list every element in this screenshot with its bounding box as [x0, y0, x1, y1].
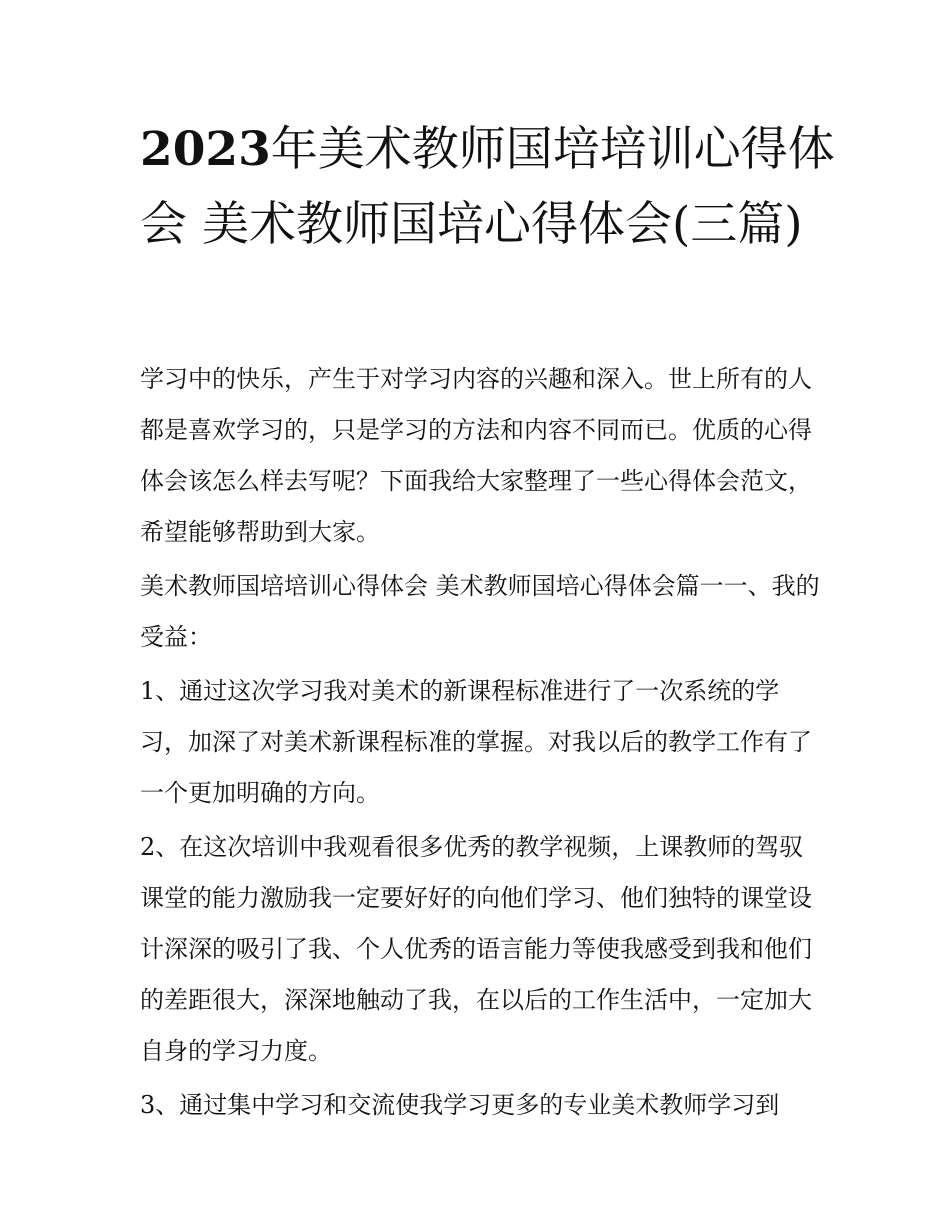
intro-paragraph: 学习中的快乐，产生于对学习内容的兴趣和深入。世上所有的人都是喜欢学习的，只是学习的方法和内容不同而已。优质的心得体会该怎么样去写呢？下面我给大家整理了一些心得体会范文，希望能够帮助到大家。: [140, 365, 812, 546]
section-heading-paragraph: 美术教师国培培训心得体会 美术教师国培心得体会篇一一、我的受益：: [140, 572, 820, 651]
document-body: [140, 354, 820, 1134]
point-2-paragraph: 2、在这次培训中我观看很多优秀的教学视频，上课教师的驾驭课堂的能力激励我一定要好好的向他们学习、他们独特的课堂设计深深的吸引了我、个人优秀的语言能力等使我感受到我和他们的差距很大，深深地触动了我，在以后的工作生活中，一定加大自身的学习力度。: [140, 833, 812, 1065]
document-title: [140, 112, 840, 262]
point-1-paragraph: 1、通过这次学习我对美术的新课程标准进行了一次系统的学习，加深了对美术新课程标准的掌握。对我以后的教学工作有了一个更加明确的方向。: [140, 677, 812, 807]
point-3-paragraph: 3、通过集中学习和交流使我学习更多的专业美术教师学习到: [140, 1091, 780, 1119]
title-text: 年美术教师国培培训心得体会 美术教师国培心得体会(三篇): [140, 122, 835, 252]
title-year: 2023: [140, 122, 271, 177]
